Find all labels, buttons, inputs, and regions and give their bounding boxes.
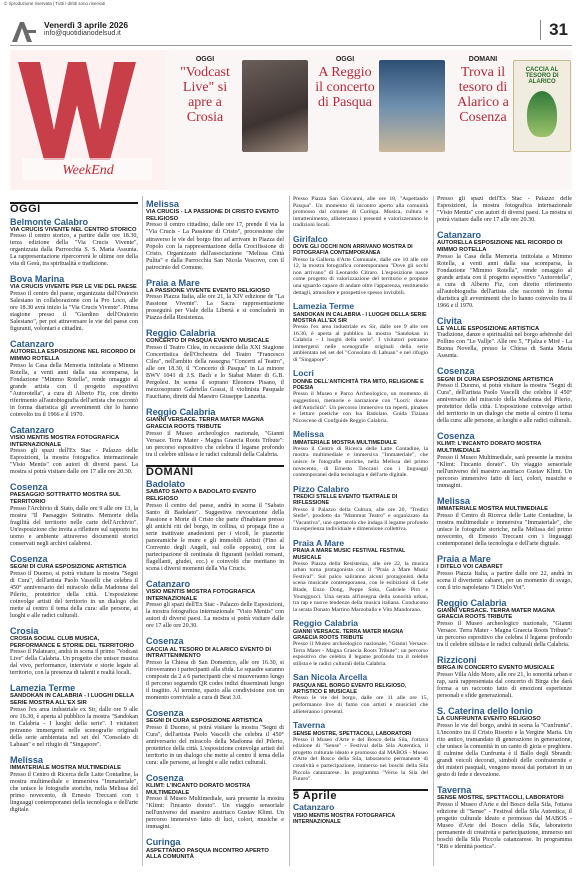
event-listing [437, 706, 572, 779]
promo-concerto[interactable] [315, 56, 445, 176]
event-city: Cosenza [10, 553, 48, 564]
event-description: Presso il Museo archeologico nazionale, "Gianni Versace. Terra Mater - Magna Graecia Roots Tribute": un percorso espositivo che celebra il legame profondo tra il celebre stilista e le radici culturali della Calabria. [437, 621, 572, 649]
event-city: Cosenza [437, 431, 475, 442]
event-city: Belmonte Calabro [10, 216, 89, 227]
event-city: Reggio Calabria [293, 618, 359, 629]
event-headline: VIA CRUCIS VIVENTE NEL CENTRO STORICO [10, 226, 137, 233]
page-number: 31 [540, 20, 568, 40]
event-description: Presso Piazza Italia, a partire dalle ore 22, andrà in scena il divertente cabaret, per un momento di svago, con il trio napoletano "I Ditelo Voi". [437, 570, 572, 591]
event-headline: BIRGA IN CONCERTO EVENTO MUSICALE [437, 665, 555, 672]
listing-column-3 [293, 196, 428, 868]
event-listing [293, 803, 428, 825]
event-headline: KLIMT: L'INCANTO DORATO MOSTRA MULTIMEDIALE [437, 441, 542, 455]
event-listing [146, 708, 284, 767]
leaf-icon [527, 91, 557, 137]
weekend-banner [10, 50, 572, 190]
event-headline: AUTORELLA ESPOSIZIONE NEL RICORDO DI MIMMO ROTELLA [10, 349, 136, 362]
event-headline: PRAIA A MARE MUSIC FESTIVAL FESTIVAL MUSICALE [293, 548, 406, 561]
event-city: Bova Marina [10, 274, 65, 285]
event-description: Presso la Chiesa di San Domenico, alle ore 16.30, si ritroveranno i partecipanti alla sfida. Le squadre saranno composte da 2 a 6 partecipanti che si muoveranno lungo il percorso seguendo QR codes indizi disseminati lungo il tragitto. Al termine, spazio alla condivisione con un momento conviviale a cura di Beat 3.0. [146, 659, 284, 702]
event-city: Reggio Calabria [437, 597, 507, 608]
event-listing [10, 626, 138, 678]
event-listing [10, 274, 138, 333]
event-description: Presso il Centro di Ricerca delle Latte Contadine, la mostra multimediale e immersiva "Immateriale", che unisce le fotografie storiche, nella Melissa del primo novecento, di Ernesto Treccani con i linguaggi contemporanei della tecnologia e dell'arte digitale. [293, 445, 428, 479]
event-listing [293, 673, 428, 715]
event-description: Presso il Museo archeologico nazionale, "Gianni Versace. Terra Mater - Magna Graecia Roots Tribute": un percorso espositivo che celebra il legame profondo tra il celebre stilista e le radici culturali della Calabria. [146, 430, 284, 458]
event-listing [146, 579, 284, 631]
event-headline: SENSE MOSTRE, SPETTACOLI, LABORATORI [437, 794, 564, 801]
event-headline: I DITELO VOI CABARET [437, 563, 503, 570]
event-headline: PASQUA NEL BORGO EVENTO RELIGIOSO, ARTISTICO E MUSICALE [293, 682, 407, 696]
event-listing [437, 316, 572, 361]
event-city: Girifalco [293, 233, 328, 244]
event-listing [146, 479, 284, 573]
event-description: Presso il Museo e Parco Archeologico, un momento di suggestioni, memorie e narrazione con "Locri: donne dell'Antichità". Un percorso immersivo tra reperti, pinakes e letture poetiche con Isa Badolato. Guida Tiziana Nicoscene di Confguide Reggio Calabria. [293, 391, 428, 424]
event-city: Melissa [437, 495, 470, 506]
issue-date: Venerdì 3 aprile 2026 [44, 20, 129, 30]
event-headline: SEGNI DI CURA ESPOSIZIONE ARTISTICA [146, 718, 263, 725]
event-description: Presso le vie del borgo, dalle ore 11 alle ore 15, performance live di fumo con artisti e musicisti che allieteranno i presenti. [293, 695, 428, 715]
event-listing [437, 366, 572, 425]
event-headline: LA PASSIONE VIVENTE EVENTO RELIGIOSO [146, 287, 270, 294]
event-listing [293, 721, 428, 783]
event-city: Lamezia Terme [293, 301, 355, 312]
event-headline: AUTORELLA ESPOSIZIONE NEL RICORDO DI MIMMO ROTELLA [437, 240, 563, 253]
event-description: Presso la Galleria d'Arte Comunale, dalle ore 10 alle ore 12, la mostra fotografica contemporanea "Dove gli occhi non arrivano" di Leonardo Citraro. L'esposizione nasce come progetto di valorizzazione del territorio e propone una sguardo capace di andare oltre l'apparenza, restituendo dettagli, atmosfere e prospettive spesso invisibili. [293, 256, 428, 296]
event-description: Presso il Duomo, si potrà visitare la mostra "Segni di Cura", dell'artista Paolo Vascelli che celebra il 450° anniversario del miracolo della Madonna del Pilerio, protettrice della città. L'esposizione coinvolge artisti del territorio in un dialogo che mette al centro il tema della cura: alle persone, ai luoghi e alle radici culturali. [146, 724, 284, 766]
promo-title: "Vodcast Live" si apre a Crosia [180, 65, 230, 125]
masthead [10, 18, 572, 46]
promo-poster [513, 60, 571, 152]
event-headline: LA CUNFRUNTA EVENTO RELIGIOSO [437, 715, 541, 722]
event-city: Lamezia Terme [10, 683, 76, 694]
promo-title: A Reggio il concerto di Pasqua [315, 65, 375, 110]
event-description: Presso il centro del paese, organizzata dall'Oratorio Salesiano in collaborazione con la Pro Loco, alle ore 18.30 avrà inizio la "Via Crucis Vivente". Prima stagione presso il "Giardino dell'Oratorio Salesiano", per poi attraversare le vie del paese con figuranti, volontari e cittadini. [10, 291, 138, 333]
event-headline: CROSIA SOCIAL CLUB MUSICA, PERFORMANCE E STORIE DEL TERRITORIO [10, 635, 134, 649]
event-city: Crosia [10, 625, 39, 636]
event-description: Presso il Palatearo, andrà in scena il primo "Vodcast Live" della Calabria. Un progetto che unisce musica dal vivo, performance, interviste e storie legate al territorio, con la presenza di talenti e realtà locali. [10, 649, 138, 677]
event-city: Praia a Mare [146, 277, 200, 288]
copyright-notice: © riproduzione riservata | Tutti i diritti sono riservati [4, 1, 106, 6]
event-description: Presso la Casa della Memoria intitolata a Mimmo Rotella, a venti anni dalla sua scomparsa, la Fondazione "Mimmo Rotella", rende omaggio al grande artista con il progetto espositivo "Autorotella", a cura di Alberto Fiz, con diretto riferimento all'autobiografia dell'artista che raccontò in forma diaristica gli avvenimenti che lo hanno coinvolto tra il 1966 e il 1970. [10, 362, 138, 418]
event-city: Taverna [437, 784, 472, 795]
event-listing [10, 482, 138, 548]
event-description: Tradizione, danze e spiritualità nel borgo arbëreshë del Pollino con "Le Vallje". Alle ore 5, "Fjalza e Mirë - La Buona Novella, presso la Chiesa di Santa Maria Assunta. [437, 332, 572, 360]
section-heading: OGGI [10, 202, 138, 214]
promo-label: DOMANI [468, 56, 498, 63]
section-heading: 5 Aprile [293, 789, 428, 801]
event-city: Curinga [146, 837, 181, 848]
event-headline: GIANNI VERSACE. TERRA MATER MAGNA GRAECIA ROOTS TRIBUTE [437, 607, 555, 621]
event-listing [10, 554, 138, 620]
event-description: Presso il Centro di Ricerca delle Latte Contadine, la mostra multimediale e immersiva "Immateriale", che unisce le fotografie storiche, nella Melissa del primo novecento, di Ernesto Treccani con i linguaggi contemporanei della tecnologia e dell'arte digitale. [437, 512, 572, 547]
column-divider [289, 196, 290, 866]
event-listing [10, 339, 138, 419]
event-city: Catanzaro [146, 578, 191, 589]
event-headline: PAESAGGIO SOTTRATTO MOSTRA SUL TERRITORIO [10, 492, 121, 506]
event-listing [437, 655, 572, 700]
event-city: Catanzaro [10, 339, 55, 350]
event-headline: GIANNI VERSACE. TERRA MATER MAGNA GRAECIA ROOTS TRIBUTE [293, 628, 404, 641]
event-city: Reggio Calabria [146, 328, 216, 339]
event-headline: VISIO MENTIS MOSTRA FOTOGRAFICA INTERNAZIONALE [10, 434, 119, 448]
event-description: Presso il centro cittadino, dalle ore 17, prende il via la "Via Crucis - La Passione di Cristo", processione che attraverso le vie del borgo fino ad arrivare in Piazza del Popolo con la rappresentazione della Crocifissione di Cristo. Organizzato dall'associazione "Melissa Città Pulita" e dalla Parrocchia San Nicola Vescovo, con il patrocinio del Comune. [146, 222, 284, 271]
event-headline: VIA CRUCIS VIVENTE PER LE VIE DEL PAESE [10, 284, 137, 291]
event-description: Presso il Museo Multimediale, sarà presente la mostra "Klimt: l'incanto dorato". Un viaggio sensoriale nell'universo del maestro austriaco Gustav Klimt. Un percorso immersivo fatto di luci, colori, musiche e immagini. [146, 796, 284, 831]
newspaper-logo-icon [10, 20, 38, 44]
event-description: Presso il Museo d'Arte e del Bosco della Sila, l'ottava edizione di "Sense" - Festival della Sila Autentica, il progetto culturale ideato e promosso dal MABOS - Museo d'Arte del Bosco della Sila, laboratorio permanente di creatività e partecipazione, immerso nei boschi della Sila Piccola catanzarese. In programma "Verso la Sila del Futuro". [293, 736, 428, 783]
event-headline: SEGNI DI CURA ESPOSIZIONE ARTISTICA [437, 376, 554, 383]
event-listing [293, 485, 428, 533]
event-description: Presso il Duomo, si potrà visitare la mostra "Segni di Cura", dell'artista Paolo Vascelli che celebra il 450° anniversario del miracolo della Madonna del Pilerio, protettrice della città. L'esposizione coinvolge artisti del territorio in un dialogo che mette al centro il tema della cura: alle persone, ai luoghi e alle radici culturali. [437, 383, 572, 425]
event-headline: IMMATERIALE MOSTRA MULTIMEDIALE [293, 439, 397, 446]
contact-email[interactable]: info@quotidianodelsud.it [44, 30, 121, 37]
event-headline: SABATO SANTO A BADOLATO EVENTO RELIGIOSO [146, 489, 257, 503]
event-listing [293, 369, 428, 424]
event-city: Catanzaro [10, 424, 55, 435]
event-headline: GIANNI VERSACE. TERRA MATER MAGNA GRAECIA ROOTS TRIBUTE [146, 417, 264, 431]
event-city: San Nicola Arcella [293, 672, 368, 683]
event-listing [146, 199, 284, 272]
event-description: Presso il Museo Multimediale, sarà presente la mostra "Klimt: l'incanto dorato". Un viaggio sensoriale nell'universo del maestro austriaco Gustav Klimt. Un percorso immersivo fatto di luci, colori, musiche e immagini. [437, 454, 572, 489]
event-city: Melissa [146, 199, 179, 209]
event-city: Rizziconi [437, 655, 477, 666]
event-listing [146, 278, 284, 323]
event-description: Presso gli spazi dell'Ex Stac - Palazzo delle Esposizioni, la mostra fotografica internazionale "Visio Mentis" con autori di diversi paesi. La mostra si potrà visitare dalle ore 17 alle ore 20.30. [146, 602, 284, 630]
event-listing [437, 196, 572, 224]
event-description: Presso Piazza San Giovanni, alle ore 18, "Aspettando Pasqua". Un momento di incontro aperto alla comunità promosso dal comune di Curinga. Musica, cultura e intrattenimento, allieteranno i presenti e valorizzeranno le tradizioni locali. [293, 196, 428, 229]
event-city: Melissa [10, 754, 43, 765]
event-city: Civita [437, 315, 462, 326]
event-listing [293, 196, 428, 229]
event-listing [437, 554, 572, 592]
event-description: Presso le vie del borgo, andrà in scena la "Cunfrunta". L'incontro tra il Cristo Risorto e la Vergine Maria. Un rito antico, tramandato di generazione in generazione, che unisce la comunità in un canto di gioia e preghiera. Il culmine della Cunfrunta è il Ballo degli Sbrandi: grandi veicoli decorati, simboli delle confraternite e dei misteri pasquali, vengono mossi dai portatori in un gesto di fede e devozione. [437, 722, 572, 778]
poster-title: CACCIA AL TESORO DI ALARICO [525, 67, 559, 85]
event-listing [10, 425, 138, 477]
event-city: Catanzaro [437, 230, 482, 241]
event-description: Presso il Duomo, si potrà visitare la mostra "Segni di Cura", dell'artista Paolo Vascelli che celebra il 450° anniversario del miracolo della Madonna del Pilerio, protettrice della città. L'esposizione coinvolge artisti del territorio in un dialogo che mette al centro il tema della cura: alle persone, ai luoghi e alle radici culturali. [10, 570, 138, 619]
event-listing [146, 407, 284, 459]
promo-photo [379, 60, 445, 152]
event-description: Presso il Palazzo della Cultura, alle ore 20, "Tredici Stelle", prodotto da "Mammut Teatro" e organizzato da "Vacantiva", uno spettacolo che indaga il legame profondo tra esperienza individuale e dimensione collettiva. [293, 506, 428, 533]
event-listing [10, 217, 138, 269]
event-headline: SENSE MOSTRE, SPETTACOLI, LABORATORI [293, 730, 412, 737]
event-headline: IMMATERIALE MOSTRA MULTIMEDIALE [10, 764, 122, 771]
event-headline: KLIMT: L'INCANTO DORATO MOSTRA MULTIMEDIALE [146, 782, 251, 796]
event-listing [10, 755, 138, 814]
event-listing [146, 773, 284, 832]
promo-title: Trova il tesoro di Alarico a Cosenza [457, 65, 509, 125]
event-listing [437, 598, 572, 650]
event-description: Presso il Teatro Cilea, in occasione della XXI Stagione Concertistica dell'Orchestra del Teatro "Francesco Cilea", nell'ambito della rassegna "Concerti al Teatro", alle ore 18.30, il "Concerto di Pasqua" in La minore BWV 1041 di J.S. Bach e lo Stabat Mater di G.B. Pergolesi. In scena il soprano Eleonora Pisano, il mezzosoprano Gabriella Grassi, il violinista Pasquale Faucitano, diretti dal Maestro Giuseppe Lanzetta. [146, 345, 284, 401]
event-headline: CONCERTO DI PASQUA EVENTO MUSICALE [146, 338, 270, 345]
event-city: Cosenza [146, 636, 184, 647]
event-headline: SANDOKAN IN CALABRIA - I LUOGHI DELLA SERIE MOSTRA ALL'EX SIR [293, 311, 427, 324]
promo-photo [242, 60, 308, 152]
event-headline: VISIO MENTIS MOSTRA FOTOGRAFICA INTERNAZIONALE [293, 812, 395, 825]
event-city: Badolato [146, 479, 186, 490]
event-city: Praia a Mare [437, 553, 491, 564]
event-listing [437, 785, 572, 851]
event-description: Presso la Casa della Memoria intitolata a Mimmo Rotella, a venti anni dalla sua scomparsa, la Fondazione "Mimmo Rotella", rende omaggio al grande artista con il progetto espositivo "Autorotella", a cura di Alberto Fiz, con diretto riferimento all'autobiografia dell'artista che raccontò in forma diaristica gli avvenimenti che lo hanno coinvolto tra il 1966 e il 1970. [437, 253, 572, 309]
weekend-logo [10, 50, 165, 190]
event-city: S. Caterina dello Ionio [437, 705, 533, 716]
event-listing [437, 431, 572, 490]
event-city: Catanzaro [293, 802, 335, 813]
promo-vodcast[interactable] [170, 56, 305, 176]
listing-column-2 [146, 196, 284, 868]
event-headline: IMMATERIALE MOSTRA MULTIMEDIALE [437, 505, 549, 512]
event-listing [293, 235, 428, 296]
event-listing [146, 328, 284, 401]
event-city: Cosenza [146, 708, 184, 719]
weekend-label: WeekEnd [62, 163, 114, 178]
event-city: Cosenza [437, 366, 475, 377]
promo-label: OGGI [335, 56, 355, 63]
event-headline: DOVE GLI OCCHI NON ARRIVANO MOSTRA DI FOTOGRAFIA CONTEMPORANEA [293, 244, 413, 257]
event-description: Presso Villa Aldo Moro, alle ore 21, lo sonorità urban e rap, sarà rappresentata dal concerto di Birga che darà forma a un racconto fatto di emozioni esperienze personali e sfide generazionali. [437, 671, 572, 699]
column-divider [433, 196, 434, 866]
event-description: Presso Piazza della Resistenza, alle ore 22, la musica urban torna protagonista con il "Praia a Mare Music Festival". Sul palco saliranno alcuni protagonisti della scena musicale contemporanea, con le esibizioni di Lele Blade, Enzo Dong, Peppe Soks, Gabriele Piro e Younggucci. Una serata all'insegna della sonorità urban, tra rap e nuove tendenze della musica italiana. Conducono la serata Donato Martino Marzoballo e Vito Mandorano. [293, 560, 428, 613]
event-headline: DONNE DELL'ANTICHITÀ TRA MITO, RELIGIONE E POESIA [293, 378, 424, 392]
event-description: Presso l'Archivio di Stato, dalle ore 9 alle ore 13, la mostra "Il Paesaggio Sottratto. Memorie della fragilità del territorio nelle carte dell'Archivio". Un'esposizione che invita a riflettere sul rapporto tra uomo e ambiente attraverso documenti storici conservati negli archivi calabresi. [10, 505, 138, 547]
event-description: Presso il Museo d'Arte e del Bosco della Sila, l'ottava edizione di "Sense" - Festival della Sila Autentica, il progetto culturale ideato e promosso dal MABOS - Museo d'Arte del Bosco della Sila, laboratorio permanente di creatività e partecipazione, immerso nei boschi della Sila Piccola catanzarese. In programma "Riti e identità poetica". [437, 801, 572, 850]
event-listing [10, 683, 138, 749]
section-heading: DOMANI [146, 465, 284, 477]
event-description: Presso il Centro di Ricerca delle Latte Contadine, la mostra multimediale e immersiva "Immateriale", che unisce le fotografie storiche, nella Melissa del primo novecento, di Ernesto Treccani con i linguaggi contemporanei della tecnologia e dell'arte digitale. [10, 771, 138, 813]
event-headline: VISIO MENTIS MOSTRA FOTOGRAFICA INTERNAZIONALE [146, 589, 255, 602]
event-city: Praia A Mare [293, 537, 345, 548]
event-listing [437, 230, 572, 310]
promo-label: OGGI [195, 56, 215, 63]
event-listing [293, 539, 428, 613]
event-description: Presso gli spazi dell'Ex Stac - Palazzo delle Esposizioni, la mostra fotografica internazionale "Visio Mentis" con autori di diversi paesi. La mostra si potrà visitare dalle ore 17 alle ore 20.30. [437, 196, 572, 224]
event-city: Locri [293, 368, 314, 379]
event-city: Taverna [293, 720, 326, 731]
event-listing [293, 430, 428, 478]
event-city: Cosenza [146, 772, 184, 783]
event-description: Presso il centro del paese, andrà in scena il "Sabato Santo di Badolato". Suggestiva rievocazione della Passione e Morte di Cristo che parte d'inabitare presso gli antichi riti del borgo, in collina, si propaga fino a serie inattivate anadesioni per i vicoli, le piazzette panoramiche le mure e gli immobili Artisti (Fino al Convento degli Angeli, sul colle opposto), con la partecipazione di centinaia di figuranti (soldati romani, flagellanti, giudei, ecc.) e coinvolti che meritano in scena i diversi momenti della Via Crucis. [146, 502, 284, 572]
event-headline: SANDOKAN IN CALABRIA - I LUOGHI DELLA SERIE MOSTRA ALL'EX SIR [10, 693, 134, 707]
event-city: Reggio Calabria [146, 407, 216, 418]
event-description: Presso l'ex area industriale ex Sir, dalle ore 9 alle ore 16.30, è aperta al pubblico la mostra "Sandokan in Calabria - I luoghi della serie". I visitatori potranno immergersi nelle scenografie originali della serie ambientata nel set del "Consolato di Labuan" e nel rifugio di "Singapore". [10, 706, 138, 748]
event-description: Presso il Museo archeologico nazionale, "Gianni Versace. Terra Mater - Magna Graecia Roots Tribute": un percorso espositivo che celebra il legame profondo tra il celebre stilista e le radici culturali della Calabria. [293, 641, 428, 667]
event-headline: ASPETTANDO PASQUA INCONTRO APERTO ALLA COMUNITÀ [146, 847, 269, 861]
event-headline: CACCIA AL TESORO DI ALARICO EVENTO DI INTRATTENIMENTO [146, 646, 272, 660]
event-city: Pizzo Calabro [293, 483, 350, 494]
event-description: Presso Piazza Italia, alle ore 21, la XIV edizione de "La Passione Vivente". La Sacra rappresentazione proseguirà per Viale della Libertà e si concluderà in Piazza della Resistenza. [146, 294, 284, 322]
listing-column-1 [10, 196, 138, 868]
event-listing [293, 302, 428, 363]
event-city: Melissa [293, 429, 324, 440]
event-headline: VIA CRUCIS - LA PASSIONE DI CRISTO EVENTO RELIGIOSO [146, 209, 279, 222]
event-description: Presso gli spazi dell'Ex Stac - Palazzo delle Esposizioni, la mostra fotografica internazionale "Visio Mentis" con autori di diversi paesi. La mostra si potrà visitare dalle ore 17 alle ore 20.30. [10, 448, 138, 476]
event-headline: TREDICI STELLE EVENTO TEATRALE DI RIFLESSIONE [293, 494, 398, 507]
event-headline: SEGNI DI CURA ESPOSIZIONE ARTISTICA [10, 563, 127, 570]
column-divider [142, 196, 143, 866]
listing-column-4 [437, 196, 572, 868]
event-description: Presso l'ex area industriale ex Sir, dalle ore 9 alle ore 16.30, è aperta al pubblico la mostra "Sandokan in Calabria - I luoghi della serie". I visitatori potranno immergersi nelle scenografie originali della serie ambientata nel set del "Consolato di Labuan" e nel rifugio di "Singapore". [293, 324, 428, 363]
event-headline: LE VALLIE ESPOSIZIONE ARTISTICA [437, 325, 540, 332]
event-listing [437, 496, 572, 548]
event-listing [293, 619, 428, 667]
promo-alarico[interactable] [453, 56, 572, 176]
event-description: Presso il centro storico, a partire dalle ore 18.30, terza edizione della "Via Crucis Vivente", organizzata dalla Parrocchia S. S. Maria Assunta. La rappresentazione ripercorrerà le ultime ore della vita di Gesù, tra spiritualità e tradizione. [10, 233, 138, 268]
event-city: Cosenza [10, 482, 48, 493]
event-listing [146, 837, 284, 860]
event-listing [146, 636, 284, 702]
